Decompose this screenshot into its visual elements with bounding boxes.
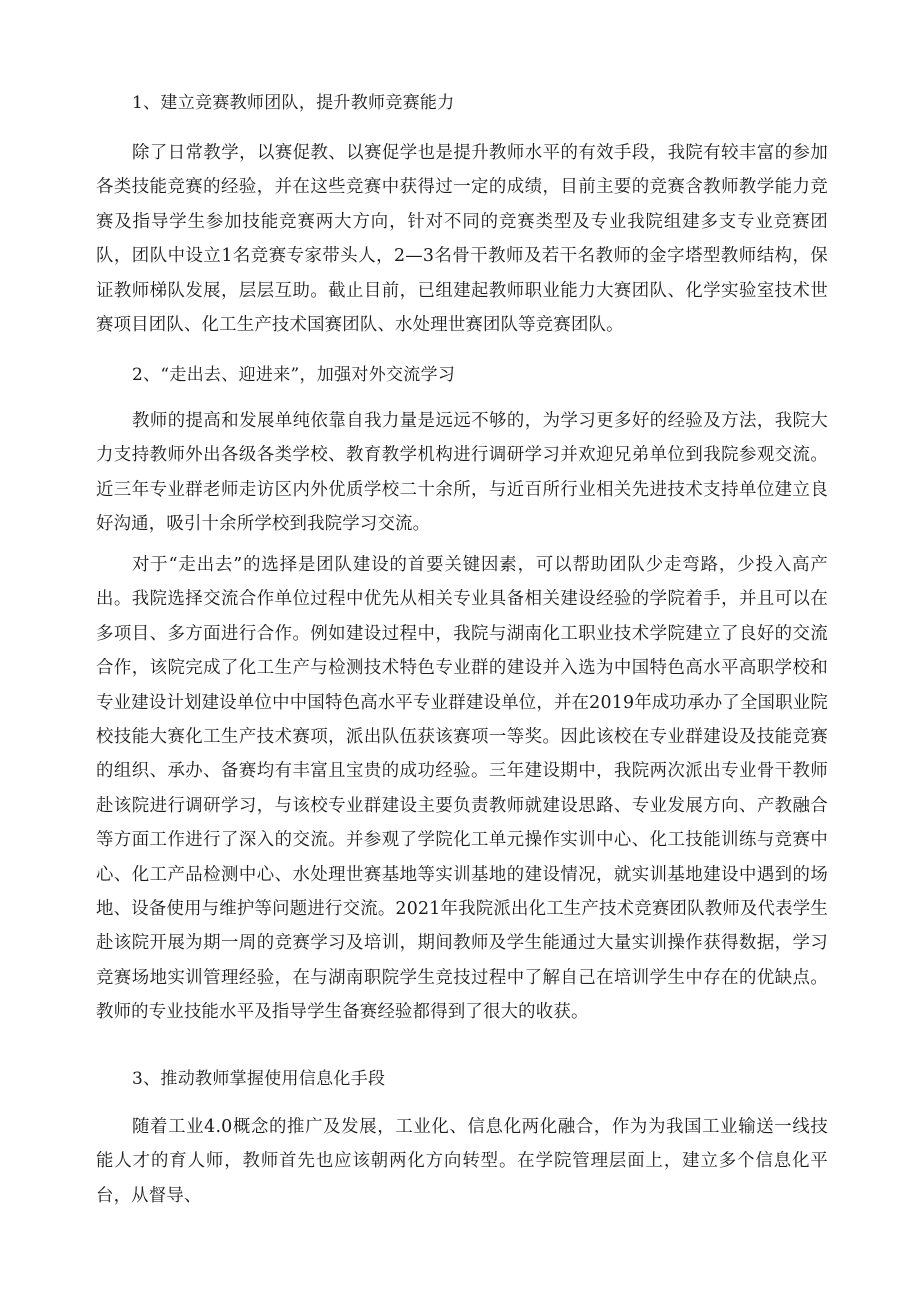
section-2-paragraph-1: 教师的提高和发展单纯依靠自我力量是远远不够的，为学习更多好的经验及方法，我院大力支持教师外出各级各类学校、教育教学机构进行调研学习并欢迎兄弟单位到我院参观交流。近三年专业群老师走访区内外优质学校二十余所，与近百所行业相关先进技术支持单位建立良好沟通，吸引十余所学校到我院学习交流。 [96,411,828,535]
section-3-paragraph-1: 随着工业4.0概念的推广及发展，工业化、信息化两化融合，作为为我国工业输送一线技能人才的育人师，教师首先也应该朝两化方向转型。在学院管理层面上，建立多个信息化平台，从督导、 [96,1117,828,1206]
section-1-heading: 1、建立竞赛教师团队，提升教师竞赛能力 [132,93,455,113]
section-3-heading: 3、推动教师掌握使用信息化手段 [132,1069,386,1089]
section-2-heading: 2、“走出去、迎进来”，加强对外交流学习 [132,365,456,385]
section-2-paragraph-2: 对于“走出去”的选择是团队建设的首要关键因素，可以帮助团队少走弯路，少投入高产出。我院选择交流合作单位过程中优先从相关专业具备相关建设经验的学院着手，并且可以在多项目、多方面进行合作。例如建设过程中，我院与湖南化工职业技术学院建立了良好的交流合作，该院完成了化工生产与检测技术特色专业群的建设并入选为中国特色高水平高职学校和专业建设计划建设单位中中国特色高水平专业群建设单位，并在2019年成功承办了全国职业院校技能大赛化工生产技术赛项，派出队伍获该赛项一等奖。因此该校在专业群建设及技能竞赛的组织、承办、备赛均有丰富且宝贵的成功经验。三年建设期中，我院两次派出专业骨干教师赴该院进行调研学习，与该校专业群建设主要负责教师就建设思路、专业发展方向、产教融合等方面工作进行了深入的交流。并参观了学院化工单元操作实训中心、化工技能训练与竞赛中心、化工产品检测中心、水处理世赛基地等实训基地的建设情况，就实训基地建设中遇到的场地、设备使用与维护等问题进行交流。2021年我院派出化工生产技术竞赛团队教师及代表学生赴该院开展为期一周的竞赛学习及培训，期间教师及学生能通过大量实训操作获得数据，学习竞赛场地实训管理经验，在与湖南职院学生竞技过程中了解自己在培训学生中存在的优缺点。教师的专业技能水平及指导学生备赛经验都得到了很大的收获。 [96,555,828,1023]
section-1-paragraph-1: 除了日常教学，以赛促教、以赛促学也是提升教师水平的有效手段，我院有较丰富的参加各类技能竞赛的经验，并在这些竞赛中获得过一定的成绩，目前主要的竞赛含教师教学能力竞赛及指导学生参加技能竞赛两大方向，针对不同的竞赛类型及专业我院组建多支专业竞赛团队，团队中设立1名竞赛专家带头人，2—3名骨干教师及若干名教师的金字塔型教师结构，保证教师梯队发展，层层互助。截止目前，已组建起教师职业能力大赛团队、化学实验室技术世赛项目团队、化工生产技术国赛团队、水处理世赛团队等竞赛团队。 [96,143,828,336]
